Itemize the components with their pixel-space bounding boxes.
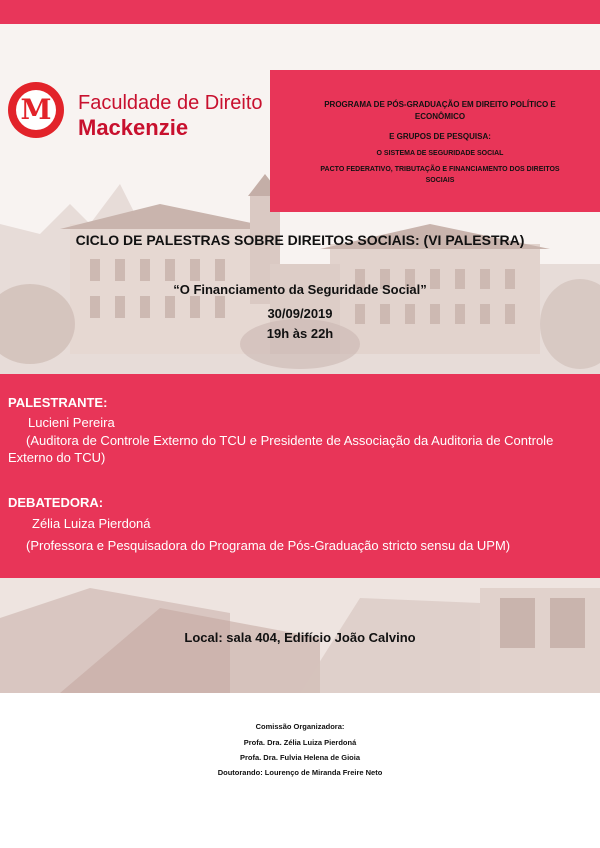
talk-title: “O Financiamento da Seguridade Social” (173, 282, 427, 297)
research-group-2-line2: SOCIAIS (425, 177, 455, 184)
debater-role: (Professora e Pesquisadora do Programa de Pós-Graduação stricto sensu da UPM) (26, 538, 511, 553)
research-group-2-line1: PACTO FEDERATIVO, TRIBUTAÇÃO E FINANCIAMENTO DOS DIREITOS (320, 166, 560, 173)
research-group-1: O SISTEMA DE SEGURIDADE SOCIAL (376, 150, 504, 157)
participants-band (0, 374, 600, 578)
research-groups-heading: E GRUPOS DE PESQUISA: (389, 132, 491, 141)
debater-heading: DEBATEDORA: (8, 495, 104, 510)
logo-faculty-name: Faculdade de Direito (78, 92, 263, 114)
talk-date: 30/09/2019 (267, 306, 333, 321)
speaker-role-line1: (Auditora de Controle Externo do TCU e Presidente de Associação da Auditoria de Controle (26, 433, 554, 448)
top-accent-bar (0, 0, 600, 24)
faculty-logo (8, 82, 278, 152)
committee-heading: Comissão Organizadora: (255, 722, 345, 731)
program-info-box (270, 70, 600, 212)
program-title-line2: ECONÔMICO (414, 112, 466, 121)
committee-member: Doutorando: Lourenço de Miranda Freire Neto (217, 768, 383, 777)
mackenzie-emblem-icon: M (8, 82, 64, 138)
speaker-heading: PALESTRANTE: (8, 395, 108, 410)
logo-university-name: Mackenzie (78, 115, 189, 140)
speaker-role-line2: Externo do TCU) (8, 450, 106, 465)
program-title-line1: PROGRAMA DE PÓS-GRADUAÇÃO EM DIREITO POLÍTICO E (324, 100, 556, 109)
speaker-name: Lucieni Pereira (28, 415, 115, 430)
cycle-title: CICLO DE PALESTRAS SOBRE DIREITOS SOCIAIS: (VI PALESTRA) (75, 232, 525, 248)
committee-member: Profa. Dra. Fulvia Helena de Gioia (239, 753, 361, 762)
event-location: Local: sala 404, Edifício João Calvino (184, 630, 416, 645)
committee-member: Profa. Dra. Zélia Luiza Pierdoná (243, 738, 357, 747)
debater-name: Zélia Luiza Pierdoná (32, 516, 151, 531)
talk-time: 19h às 22h (266, 326, 334, 341)
